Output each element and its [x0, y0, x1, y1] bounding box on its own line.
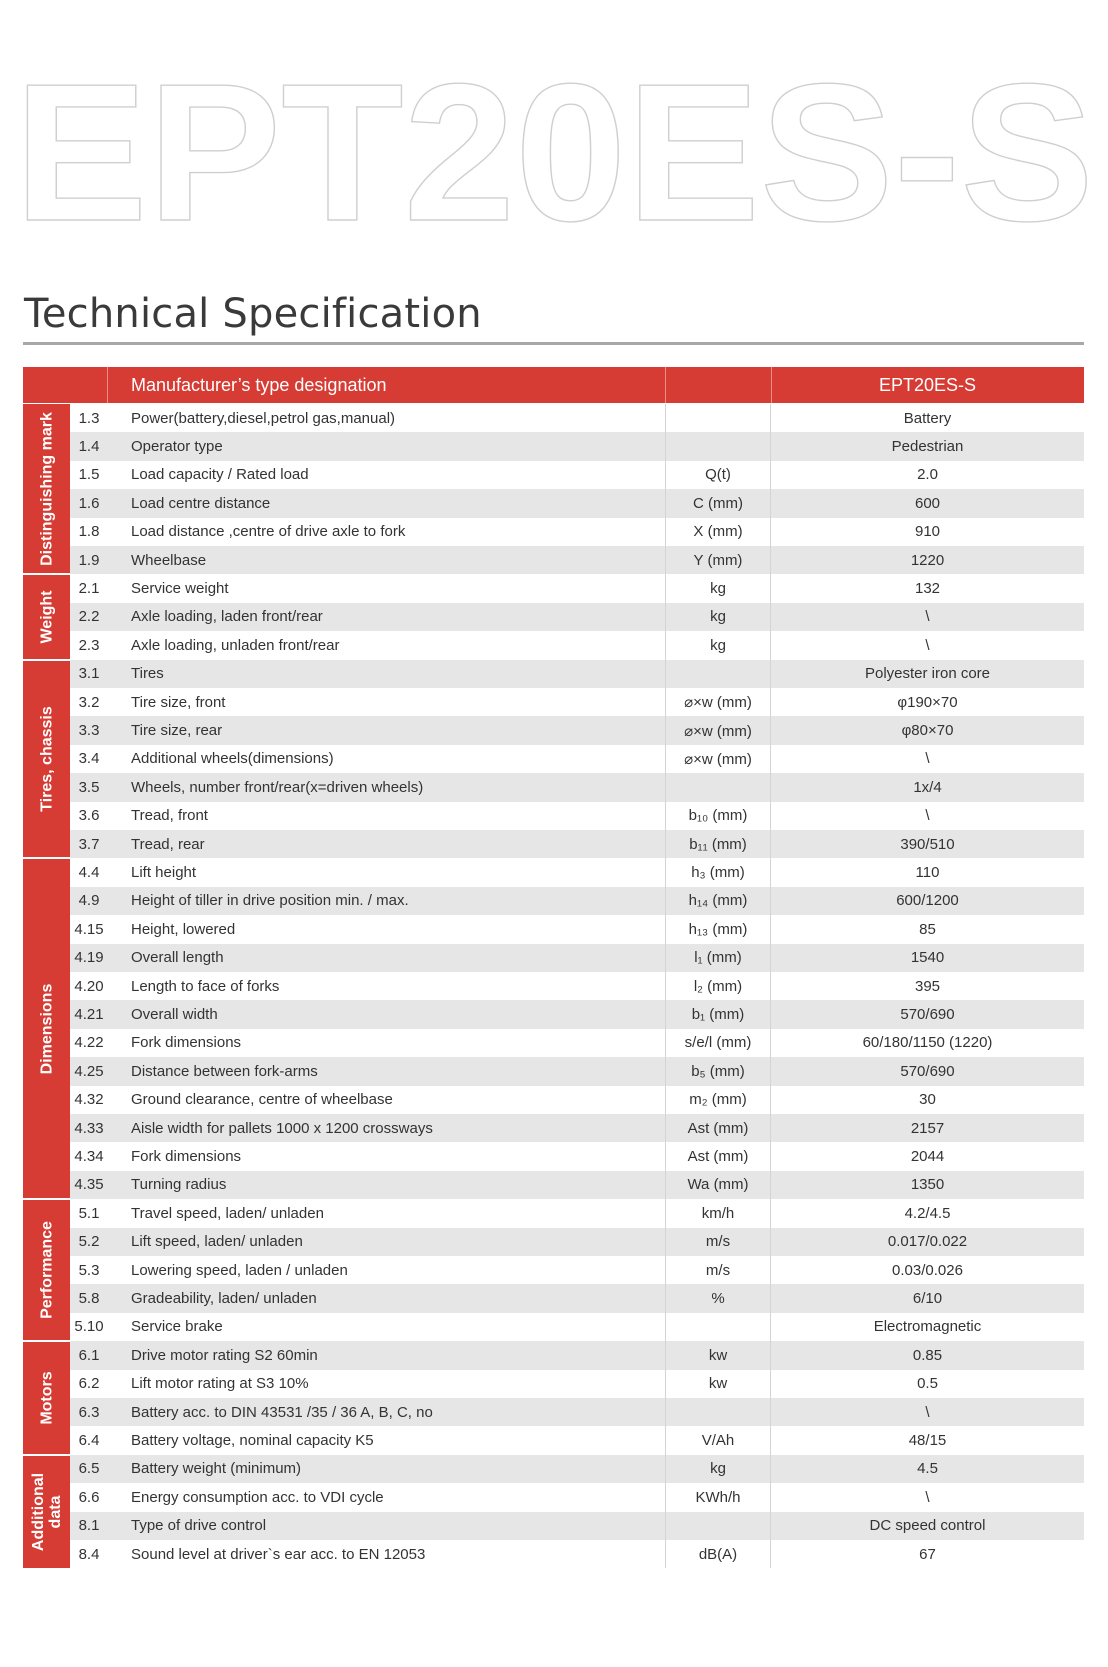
row-number: 3.6: [70, 802, 108, 830]
table-row: [23, 1370, 1084, 1398]
table-row: [23, 432, 1084, 460]
row-number: 4.15: [70, 915, 108, 943]
row-value: 132: [771, 574, 1084, 602]
row-value: Polyester iron core: [771, 660, 1084, 688]
group-band: [23, 660, 70, 859]
row-unit: h₃ (mm): [666, 858, 771, 886]
row-unit: [666, 404, 771, 432]
row-number: 3.5: [70, 773, 108, 801]
row-value: Battery: [771, 404, 1084, 432]
row-value: 60/180/1150 (1220): [771, 1029, 1084, 1057]
row-value: φ80×70: [771, 716, 1084, 744]
row-parameter: Operator type: [108, 432, 666, 460]
group-label: Distinguishing mark: [38, 412, 55, 567]
row-value: 0.5: [771, 1370, 1084, 1398]
row-value: Pedestrian: [771, 432, 1084, 460]
group-separator: [23, 659, 70, 661]
row-parameter: Gradeability, laden/ unladen: [108, 1284, 666, 1312]
row-unit: ⌀×w (mm): [666, 745, 771, 773]
model-watermark: [0, 52, 1108, 242]
group-band: [23, 404, 70, 574]
table-row: [23, 887, 1084, 915]
row-parameter: Wheelbase: [108, 546, 666, 574]
row-value: 4.5: [771, 1455, 1084, 1483]
row-parameter: Overall width: [108, 1000, 666, 1028]
row-parameter: Tires: [108, 660, 666, 688]
table-row: [23, 773, 1084, 801]
table-row: [23, 1341, 1084, 1369]
row-value: 4.2/4.5: [771, 1199, 1084, 1227]
row-unit: [666, 660, 771, 688]
row-number: 4.25: [70, 1057, 108, 1085]
row-value: 85: [771, 915, 1084, 943]
row-value: 2157: [771, 1114, 1084, 1142]
group-band: [23, 1341, 70, 1455]
row-unit: kg: [666, 574, 771, 602]
row-parameter: Load capacity / Rated load: [108, 461, 666, 489]
row-number: 6.2: [70, 1370, 108, 1398]
row-unit: kg: [666, 603, 771, 631]
row-unit: Ast (mm): [666, 1142, 771, 1170]
table-row: [23, 802, 1084, 830]
group-separator: [23, 857, 70, 859]
row-parameter: Battery acc. to DIN 43531 /35 / 36 A, B, C, no: [108, 1398, 666, 1426]
table-row: [23, 1142, 1084, 1170]
row-parameter: Energy consumption acc. to VDI cycle: [108, 1483, 666, 1511]
group-separator: [23, 1198, 70, 1200]
row-parameter: Power(battery,diesel,petrol gas,manual): [108, 404, 666, 432]
row-value: 1540: [771, 944, 1084, 972]
row-value: 30: [771, 1086, 1084, 1114]
row-value: φ190×70: [771, 688, 1084, 716]
table-row: [23, 1256, 1084, 1284]
row-unit: kw: [666, 1341, 771, 1369]
row-number: 5.10: [70, 1313, 108, 1341]
row-number: 2.1: [70, 574, 108, 602]
row-number: 1.9: [70, 546, 108, 574]
row-parameter: Axle loading, laden front/rear: [108, 603, 666, 631]
table-row: [23, 1512, 1084, 1540]
row-value: 570/690: [771, 1000, 1084, 1028]
row-parameter: Height of tiller in drive position min. / max.: [108, 887, 666, 915]
table-row: [23, 518, 1084, 546]
table-row: [23, 915, 1084, 943]
row-unit: h₁₃ (mm): [666, 915, 771, 943]
group-band: [23, 1199, 70, 1341]
row-number: 3.1: [70, 660, 108, 688]
table-row: [23, 1086, 1084, 1114]
row-number: 1.8: [70, 518, 108, 546]
table-row: [23, 1313, 1084, 1341]
row-value: 67: [771, 1540, 1084, 1568]
row-number: 4.21: [70, 1000, 108, 1028]
row-value: 0.03/0.026: [771, 1256, 1084, 1284]
row-number: 6.4: [70, 1426, 108, 1454]
header-blank-cell: [23, 367, 108, 403]
row-value: DC speed control: [771, 1512, 1084, 1540]
row-number: 1.6: [70, 489, 108, 517]
section-title: Technical Specification: [24, 291, 482, 337]
row-parameter: Additional wheels(dimensions): [108, 745, 666, 773]
row-unit: m/s: [666, 1228, 771, 1256]
row-value: 1x/4: [771, 773, 1084, 801]
row-unit: dB(A): [666, 1540, 771, 1568]
table-row: [23, 404, 1084, 432]
row-unit: s/e/l (mm): [666, 1029, 771, 1057]
title-divider: [23, 342, 1084, 345]
model-watermark-text: EPT20ES-S: [14, 52, 1094, 242]
row-unit: KWh/h: [666, 1483, 771, 1511]
row-parameter: Aisle width for pallets 1000 x 1200 crossways: [108, 1114, 666, 1142]
row-value: 390/510: [771, 830, 1084, 858]
row-number: 4.4: [70, 858, 108, 886]
row-value: \: [771, 603, 1084, 631]
table-row: [23, 944, 1084, 972]
group-separator: [23, 1340, 70, 1342]
row-number: 4.33: [70, 1114, 108, 1142]
row-parameter: Fork dimensions: [108, 1029, 666, 1057]
row-parameter: Battery voltage, nominal capacity K5: [108, 1426, 666, 1454]
table-row: [23, 716, 1084, 744]
row-value: 0.017/0.022: [771, 1228, 1084, 1256]
table-row: [23, 1426, 1084, 1454]
table-row: [23, 546, 1084, 574]
row-value: 600/1200: [771, 887, 1084, 915]
table-row: [23, 631, 1084, 659]
row-unit: [666, 1313, 771, 1341]
row-unit: Ast (mm): [666, 1114, 771, 1142]
row-parameter: Service brake: [108, 1313, 666, 1341]
row-parameter: Height, lowered: [108, 915, 666, 943]
row-number: 6.1: [70, 1341, 108, 1369]
row-parameter: Overall length: [108, 944, 666, 972]
row-parameter: Tire size, front: [108, 688, 666, 716]
row-value: 1350: [771, 1171, 1084, 1199]
group-label: Dimensions: [38, 983, 55, 1075]
group-label: Additional data: [29, 1472, 64, 1551]
row-value: 395: [771, 972, 1084, 1000]
table-row: [23, 830, 1084, 858]
header-model: EPT20ES-S: [878, 375, 977, 395]
row-value: 910: [771, 518, 1084, 546]
row-unit: b₁₀ (mm): [666, 802, 771, 830]
row-unit: [666, 432, 771, 460]
row-parameter: Sound level at driver`s ear acc. to EN 12053: [108, 1540, 666, 1568]
row-parameter: Lift height: [108, 858, 666, 886]
row-parameter: Lowering speed, laden / unladen: [108, 1256, 666, 1284]
row-unit: [666, 773, 771, 801]
table-row: [23, 745, 1084, 773]
row-parameter: Lift speed, laden/ unladen: [108, 1228, 666, 1256]
row-unit: Y (mm): [666, 546, 771, 574]
header-unit-cell: [666, 367, 772, 403]
group-separator: [23, 573, 70, 575]
row-number: 5.3: [70, 1256, 108, 1284]
row-unit: [666, 1512, 771, 1540]
table-row: [23, 603, 1084, 631]
row-number: 8.1: [70, 1512, 108, 1540]
row-number: 4.32: [70, 1086, 108, 1114]
row-number: 2.3: [70, 631, 108, 659]
row-number: 2.2: [70, 603, 108, 631]
row-parameter: Type of drive control: [108, 1512, 666, 1540]
group-label: Tires, chassis: [38, 706, 55, 812]
row-unit: kg: [666, 631, 771, 659]
row-number: 4.35: [70, 1171, 108, 1199]
table-row: [23, 1284, 1084, 1312]
row-value: \: [771, 802, 1084, 830]
table-row: [23, 1057, 1084, 1085]
row-value: \: [771, 631, 1084, 659]
row-parameter: Lift motor rating at S3 10%: [108, 1370, 666, 1398]
table-row: [23, 489, 1084, 517]
row-number: 6.6: [70, 1483, 108, 1511]
row-parameter: Wheels, number front/rear(x=driven wheels): [108, 773, 666, 801]
table-row: [23, 1540, 1084, 1568]
row-unit: kg: [666, 1455, 771, 1483]
row-number: 5.1: [70, 1199, 108, 1227]
row-parameter: Service weight: [108, 574, 666, 602]
group-band: [23, 1455, 70, 1569]
row-unit: Wa (mm): [666, 1171, 771, 1199]
row-unit: b₁ (mm): [666, 1000, 771, 1028]
row-parameter: Distance between fork-arms: [108, 1057, 666, 1085]
row-unit: l₂ (mm): [666, 972, 771, 1000]
table-row: [23, 1228, 1084, 1256]
row-number: 4.9: [70, 887, 108, 915]
table-row: [23, 1000, 1084, 1028]
table-header: [23, 367, 1084, 403]
table-row: [23, 461, 1084, 489]
row-unit: km/h: [666, 1199, 771, 1227]
row-value: 2.0: [771, 461, 1084, 489]
row-parameter: Drive motor rating S2 60min: [108, 1341, 666, 1369]
row-number: 8.4: [70, 1540, 108, 1568]
row-number: 1.3: [70, 404, 108, 432]
row-unit: h₁₄ (mm): [666, 887, 771, 915]
row-value: 600: [771, 489, 1084, 517]
row-number: 3.2: [70, 688, 108, 716]
row-number: 3.3: [70, 716, 108, 744]
row-number: 1.4: [70, 432, 108, 460]
row-unit: ⌀×w (mm): [666, 716, 771, 744]
row-number: 5.8: [70, 1284, 108, 1312]
row-unit: m₂ (mm): [666, 1086, 771, 1114]
row-number: 5.2: [70, 1228, 108, 1256]
row-unit: [666, 1398, 771, 1426]
group-separator: [23, 1454, 70, 1456]
group-band: [23, 574, 70, 659]
table-row: [23, 972, 1084, 1000]
table-row: [23, 858, 1084, 886]
row-unit: b₅ (mm): [666, 1057, 771, 1085]
row-value: 110: [771, 858, 1084, 886]
table-row: [23, 1114, 1084, 1142]
table-row: [23, 1199, 1084, 1227]
row-value: 6/10: [771, 1284, 1084, 1312]
row-number: 1.5: [70, 461, 108, 489]
row-parameter: Load centre distance: [108, 489, 666, 517]
row-value: \: [771, 1483, 1084, 1511]
row-value: 1220: [771, 546, 1084, 574]
row-number: 3.7: [70, 830, 108, 858]
table-row: [23, 1171, 1084, 1199]
header-designation: Manufacturer’s type designation: [108, 367, 666, 403]
table-row: [23, 1483, 1084, 1511]
row-value: 0.85: [771, 1341, 1084, 1369]
row-parameter: Tread, rear: [108, 830, 666, 858]
row-parameter: Tire size, rear: [108, 716, 666, 744]
row-value: 48/15: [771, 1426, 1084, 1454]
row-parameter: Turning radius: [108, 1171, 666, 1199]
table-row: [23, 574, 1084, 602]
row-parameter: Fork dimensions: [108, 1142, 666, 1170]
row-number: 4.20: [70, 972, 108, 1000]
group-label: Performance: [38, 1221, 55, 1320]
row-unit: %: [666, 1284, 771, 1312]
row-unit: m/s: [666, 1256, 771, 1284]
row-number: 4.34: [70, 1142, 108, 1170]
row-unit: ⌀×w (mm): [666, 688, 771, 716]
row-number: 4.22: [70, 1029, 108, 1057]
row-value: 2044: [771, 1142, 1084, 1170]
table-row: [23, 1455, 1084, 1483]
row-value: Electromagnetic: [771, 1313, 1084, 1341]
row-unit: Q(t): [666, 461, 771, 489]
row-unit: kw: [666, 1370, 771, 1398]
row-number: 4.19: [70, 944, 108, 972]
row-parameter: Axle loading, unladen front/rear: [108, 631, 666, 659]
row-value: \: [771, 745, 1084, 773]
row-unit: X (mm): [666, 518, 771, 546]
row-unit: b₁₁ (mm): [666, 830, 771, 858]
row-number: 6.5: [70, 1455, 108, 1483]
row-value: \: [771, 1398, 1084, 1426]
group-label: Weight: [38, 590, 55, 644]
group-band: [23, 858, 70, 1199]
group-label: Motors: [38, 1371, 55, 1425]
table-row: [23, 660, 1084, 688]
row-parameter: Travel speed, laden/ unladen: [108, 1199, 666, 1227]
row-parameter: Battery weight (minimum): [108, 1455, 666, 1483]
row-unit: V/Ah: [666, 1426, 771, 1454]
row-parameter: Load distance ,centre of drive axle to fork: [108, 518, 666, 546]
row-unit: l₁ (mm): [666, 944, 771, 972]
row-number: 3.4: [70, 745, 108, 773]
row-parameter: Tread, front: [108, 802, 666, 830]
table-row: [23, 688, 1084, 716]
row-unit: C (mm): [666, 489, 771, 517]
row-number: 6.3: [70, 1398, 108, 1426]
row-value: 570/690: [771, 1057, 1084, 1085]
table-row: [23, 1029, 1084, 1057]
row-parameter: Ground clearance, centre of wheelbase: [108, 1086, 666, 1114]
row-parameter: Length to face of forks: [108, 972, 666, 1000]
table-row: [23, 1398, 1084, 1426]
